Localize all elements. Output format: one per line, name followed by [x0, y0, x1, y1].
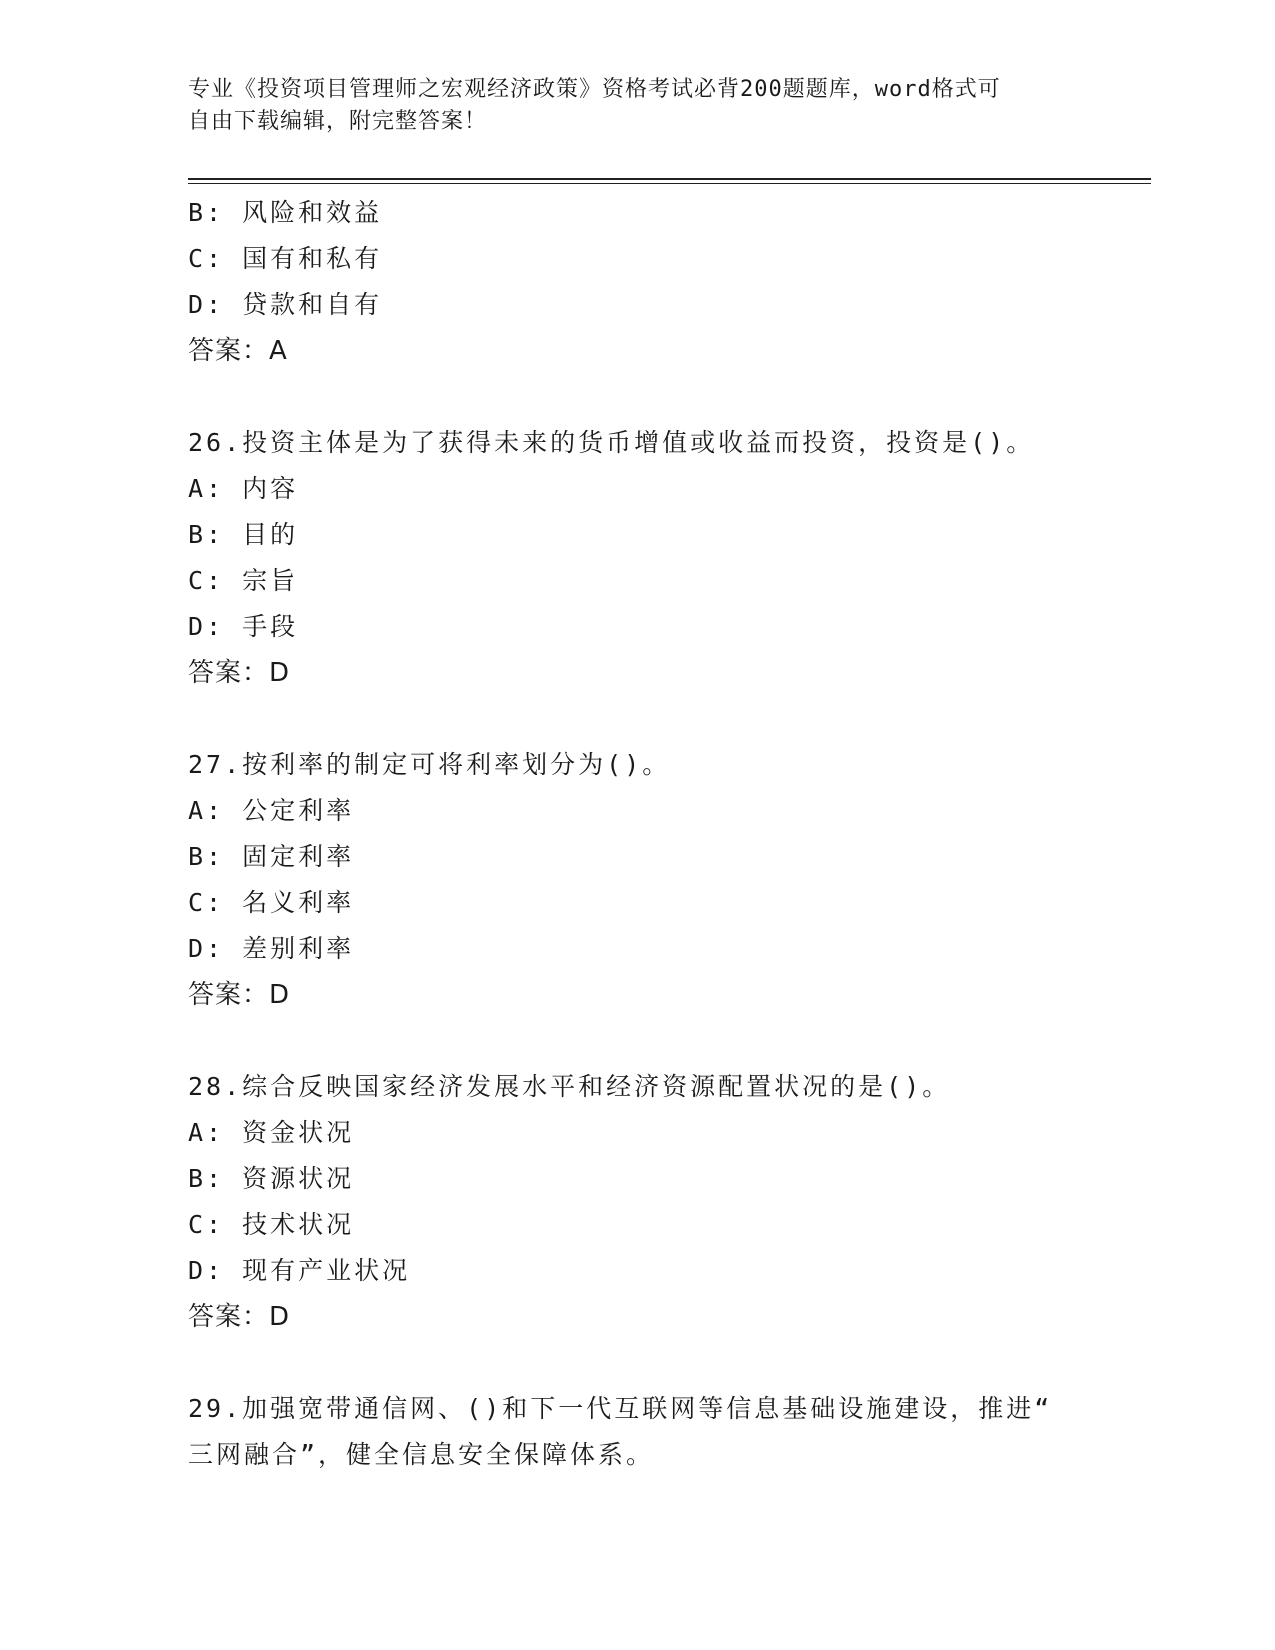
option-c: C: 名义利率 — [188, 888, 355, 917]
option-b: B: 目的 — [188, 520, 299, 549]
option-a: A: 内容 — [188, 474, 299, 503]
option-d: D: 贷款和自有 — [188, 290, 383, 319]
option-b: B: 风险和效益 — [188, 198, 383, 227]
option-d: D: 差别利率 — [188, 934, 355, 963]
option-a: A: 资金状况 — [188, 1118, 355, 1147]
question-block-25 — [188, 190, 1088, 374]
option-a: A: 公定利率 — [188, 796, 355, 825]
option-b: B: 资源状况 — [188, 1164, 355, 1193]
question-block-26 — [188, 420, 1088, 696]
question-text: 27.按利率的制定可将利率划分为()。 — [188, 750, 671, 779]
answer-label: 答案：D — [188, 1302, 291, 1332]
document-header — [188, 74, 1068, 138]
answer-label: 答案：D — [188, 658, 291, 688]
header-line-1: 专业《投资项目管理师之宏观经济政策》资格考试必背200题题库，word格式可 — [188, 77, 1001, 102]
option-d: D: 现有产业状况 — [188, 1256, 411, 1285]
question-text: 28.综合反映国家经济发展水平和经济资源配置状况的是()。 — [188, 1072, 951, 1101]
answer-label: 答案：A — [188, 336, 288, 366]
question-text: 26.投资主体是为了获得未来的货币增值或收益而投资，投资是()。 — [188, 428, 1035, 457]
option-c: C: 宗旨 — [188, 566, 299, 595]
header-line-2: 自由下载编辑，附完整答案！ — [188, 109, 488, 134]
question-text-line-1: 29.加强宽带通信网、()和下一代互联网等信息基础设施建设，推进“ — [188, 1394, 1053, 1423]
option-b: B: 固定利率 — [188, 842, 355, 871]
question-block-28 — [188, 1064, 1088, 1340]
question-block-29 — [188, 1386, 1088, 1478]
question-block-27 — [188, 742, 1088, 1018]
question-text-line-2: 三网融合”，健全信息安全保障体系。 — [188, 1440, 655, 1469]
option-d: D: 手段 — [188, 612, 299, 641]
header-divider — [188, 178, 1151, 184]
question-list — [188, 190, 1088, 1478]
option-c: C: 国有和私有 — [188, 244, 383, 273]
option-c: C: 技术状况 — [188, 1210, 355, 1239]
answer-label: 答案：D — [188, 980, 291, 1010]
